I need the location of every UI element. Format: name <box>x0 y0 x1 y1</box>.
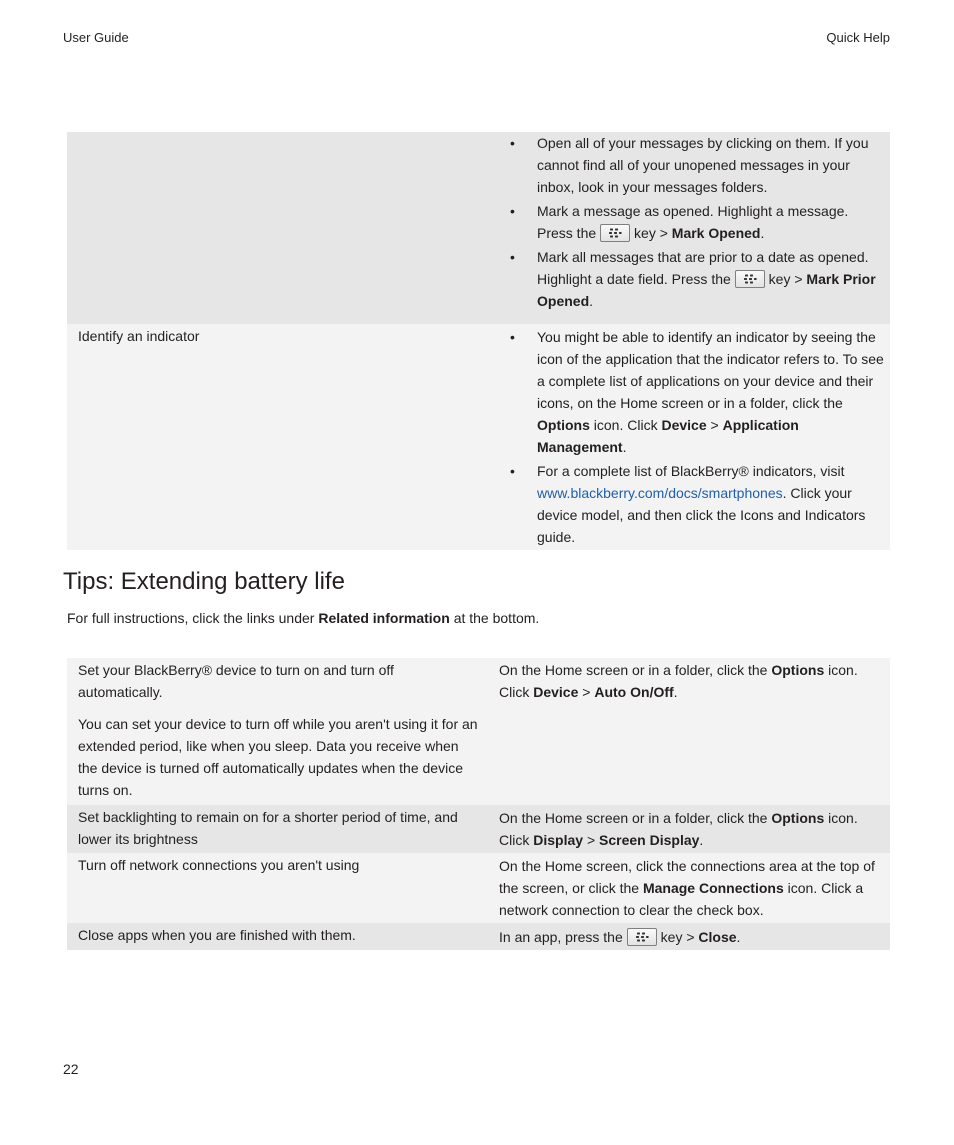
instructions-cell <box>488 132 890 324</box>
smartphones-docs-link[interactable]: www.blackberry.com/docs/smartphones <box>537 485 783 501</box>
table-row <box>67 853 890 923</box>
list-item: • For a complete list of BlackBerry® indicators, visit www.blackberry.com/docs/smartphones. Click your device model, and then click the Icons and Indicators guide. <box>499 460 884 548</box>
bullet-list <box>499 132 884 312</box>
running-header-left: User Guide <box>63 30 129 45</box>
quick-help-table <box>67 132 890 550</box>
section-intro: For full instructions, click the links under Related information at the bottom. <box>67 610 540 626</box>
tip-cell: Set backlighting to remain on for a shorter period of time, and lower its brightness <box>78 809 458 847</box>
tip-cell: Turn off network connections you aren't using <box>78 857 360 873</box>
tip-cell: Set your BlackBerry® device to turn on and turn off automatically. You can set your device to turn off while you aren't using it for an extended period, like when you sleep. Data you receive when the device is turned off automatically updates when the device turns on. <box>78 662 478 798</box>
table-row <box>67 658 890 805</box>
how-to-cell: On the Home screen or in a folder, click the Options icon. Click Device > Auto On/Off. <box>499 662 858 700</box>
how-to-cell: On the Home screen or in a folder, click the Options icon. Click Display > Screen Display. <box>499 810 858 848</box>
instructions-cell <box>488 324 890 550</box>
bullet-list <box>499 324 884 548</box>
blackberry-menu-key-icon <box>627 928 657 946</box>
page-number: 22 <box>63 1061 79 1077</box>
blackberry-menu-key-icon <box>735 270 765 288</box>
list-item: • You might be able to identify an indicator by seeing the icon of the application that the indicator refers to. To see a complete list of applications on your device and their icons, on the Home screen or in a folder, click the Options icon. Click Device > Application Management. <box>499 326 884 458</box>
table-row <box>67 324 890 550</box>
table-row <box>67 805 890 853</box>
task-cell <box>67 132 488 324</box>
list-item: • Mark all messages that are prior to a date as opened. Highlight a date field. Press the key > Mark Prior Opened. <box>499 246 884 312</box>
running-header-right: Quick Help <box>826 30 890 45</box>
section-title: Tips: Extending battery life <box>63 568 345 595</box>
list-item: • Mark a message as opened. Highlight a message. Press the key > Mark Opened. <box>499 200 884 244</box>
list-item: • Open all of your messages by clicking on them. If you cannot find all of your unopened messages in your inbox, look in your messages folders. <box>499 132 884 198</box>
battery-tips-table <box>67 658 890 950</box>
table-row <box>67 923 890 950</box>
task-cell <box>67 324 488 550</box>
task-label: Identify an indicator <box>78 328 200 344</box>
table-row <box>67 132 890 324</box>
how-to-cell: On the Home screen, click the connections area at the top of the screen, or click the Manage Connections icon. Click a network connection to clear the check box. <box>499 858 875 918</box>
blackberry-menu-key-icon <box>600 224 630 242</box>
tip-cell: Close apps when you are finished with them. <box>78 927 356 943</box>
how-to-cell: In an app, press the key > Close. <box>499 929 741 945</box>
